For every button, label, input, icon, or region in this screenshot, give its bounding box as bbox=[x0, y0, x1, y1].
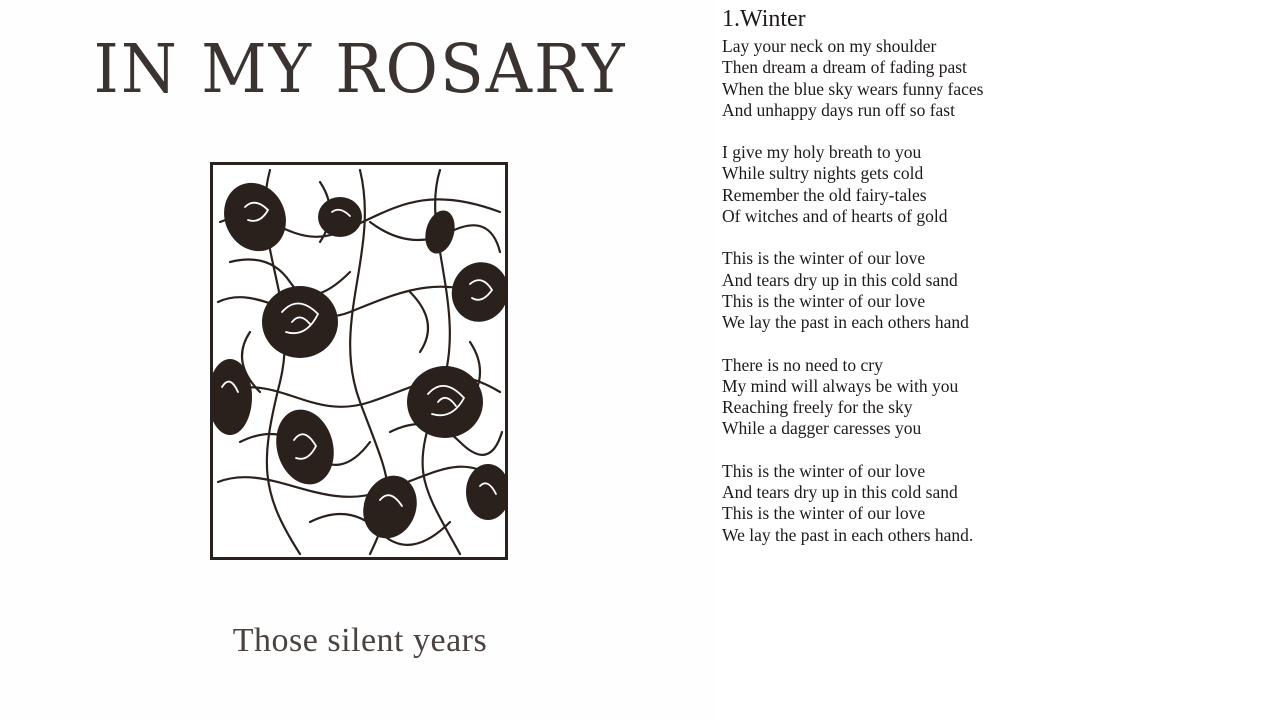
lyric-line: Then dream a dream of fading past bbox=[722, 57, 967, 78]
lyric-line: This is the winter of our love bbox=[722, 248, 926, 269]
lyric-line: Reaching freely for the sky bbox=[722, 397, 913, 418]
lyrics-panel bbox=[722, 4, 1262, 567]
lyric-line: Of witches and of hearts of gold bbox=[722, 206, 948, 227]
song-title: 1.Winter bbox=[722, 6, 806, 32]
lyric-line: We lay the past in each others hand. bbox=[722, 524, 974, 545]
stanza-3 bbox=[722, 248, 1262, 333]
band-name-logo: IN MY ROSARY bbox=[93, 31, 627, 109]
stanza-1 bbox=[722, 36, 1262, 121]
lyric-line: I give my holy breath to you bbox=[722, 142, 922, 163]
lyric-line: This is the winter of our love bbox=[722, 503, 926, 524]
lyric-line: And tears dry up in this cold sand bbox=[722, 482, 958, 503]
rose-woodcut-icon bbox=[210, 162, 508, 560]
lyric-line: My mind will always be with you bbox=[722, 375, 959, 396]
stanza-4 bbox=[722, 355, 1262, 440]
lyric-line: And unhappy days run off so fast bbox=[722, 99, 955, 120]
lyric-line: And tears dry up in this cold sand bbox=[722, 269, 958, 290]
lyric-line: While sultry nights gets cold bbox=[722, 163, 924, 184]
lyric-line: This is the winter of our love bbox=[722, 460, 926, 481]
lyric-line: While a dagger caresses you bbox=[722, 418, 922, 439]
lyric-line: Remember the old fairy-tales bbox=[722, 184, 927, 205]
album-title: Those silent years bbox=[232, 622, 488, 659]
lyric-line: Lay your neck on my shoulder bbox=[722, 36, 937, 56]
lyric-line: We lay the past in each others hand bbox=[722, 312, 969, 333]
rose-woodcut-illustration bbox=[210, 162, 508, 560]
lyric-line: This is the winter of our love bbox=[722, 290, 926, 311]
lyric-line: There is no need to cry bbox=[722, 354, 883, 375]
stanza-5 bbox=[722, 461, 1262, 546]
lyric-line: When the blue sky wears funny faces bbox=[722, 78, 984, 99]
stanza-2 bbox=[722, 142, 1262, 227]
